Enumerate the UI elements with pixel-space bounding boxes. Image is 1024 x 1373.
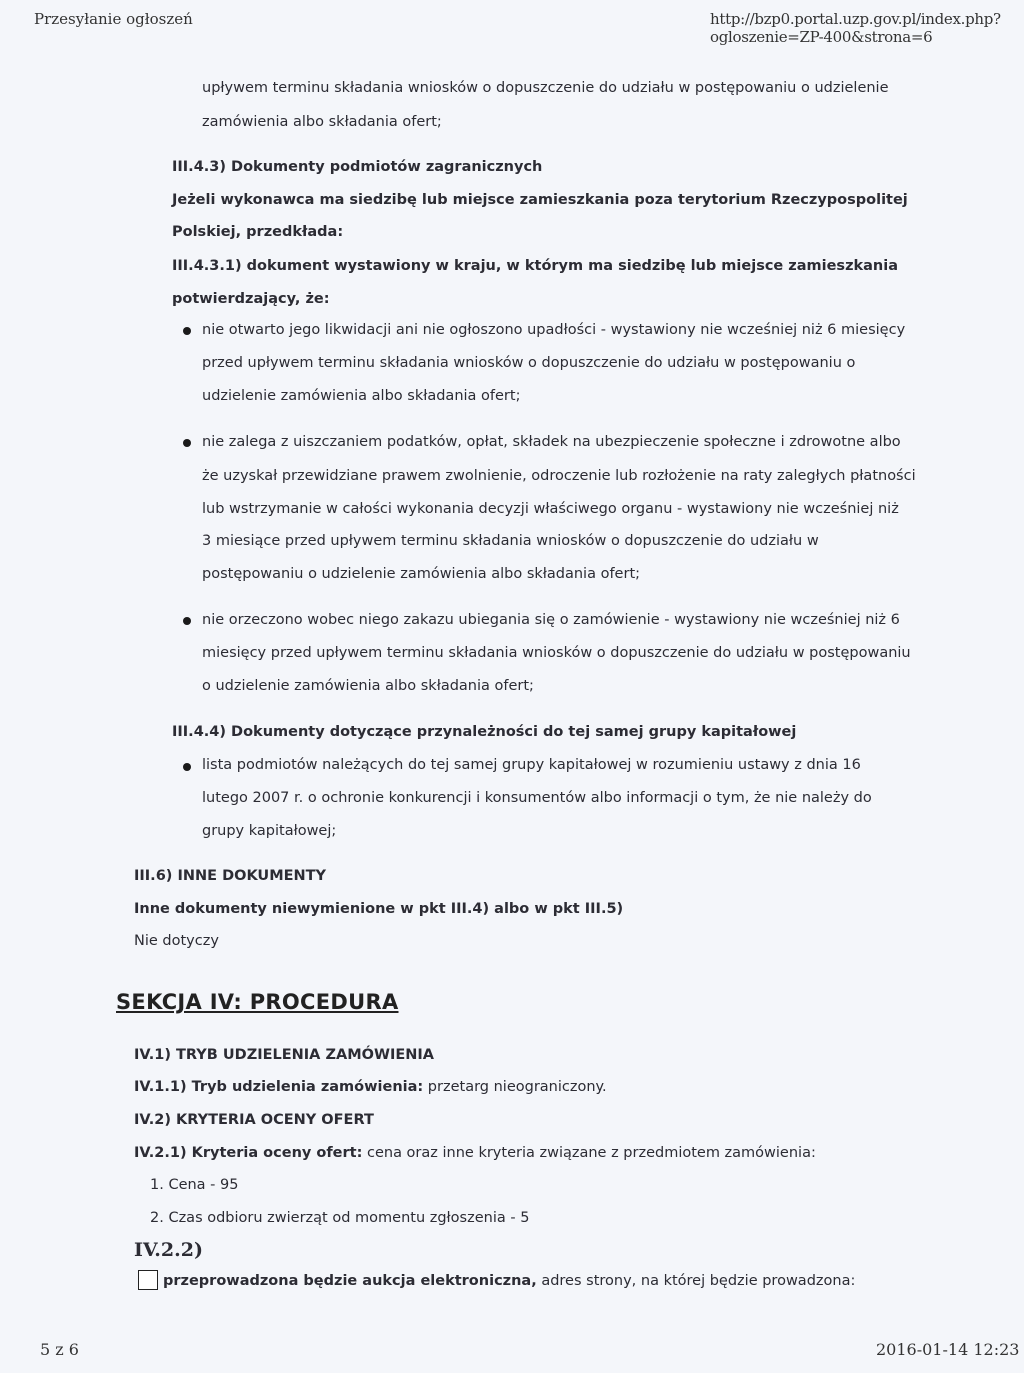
auction-value: adres strony, na której będzie prowadzona: bbox=[536, 1273, 856, 1289]
intro-line-2: zamówienia albo składania ofert; bbox=[202, 114, 442, 130]
bullet-2-line-4: 3 miesiące przed upływem terminu składania wniosków o dopuszczenie do udziału w bbox=[202, 533, 819, 549]
bullet-1-line-1: nie otwarto jego likwidacji ani nie ogłoszono upadłości - wystawiony nie wcześniej niż 6 miesięcy bbox=[202, 322, 906, 338]
bullet-2-line-3: lub wstrzymanie w całości wykonania decyzji właściwego organu - wystawiony nie wcześniej niż bbox=[202, 501, 899, 517]
bullet-3-line-3: o udzielenie zamówienia albo składania ofert; bbox=[202, 678, 534, 694]
foreign-line-1: Jeżeli wykonawca ma siedzibę lub miejsce zamieszkania poza terytorium Rzeczypospolitej bbox=[172, 192, 908, 208]
iv-1-1-row bbox=[134, 1077, 607, 1097]
page-header-url: http://bzp0.portal.uzp.gov.pl/index.php?ogloszenie=ZP-400&strona=6 bbox=[710, 10, 1001, 46]
bullet-4-line-3: grupy kapitałowej; bbox=[202, 823, 337, 839]
heading-iv-2: IV.2) KRYTERIA OCENY OFERT bbox=[134, 1112, 374, 1128]
print-datetime: 2016-01-14 12:23 bbox=[876, 1340, 1020, 1359]
bullet-icon bbox=[183, 439, 191, 447]
heading-iii-4-3-1-line-2: potwierdzający, że: bbox=[172, 291, 330, 307]
heading-iii-4-3-1-line-1: III.4.3.1) dokument wystawiony w kraju, w którym ma siedzibę lub miejsce zamieszkania bbox=[172, 258, 899, 274]
heading-iii-6: III.6) INNE DOKUMENTY bbox=[134, 868, 327, 884]
page-number: 5 z 6 bbox=[40, 1340, 79, 1359]
auction-label: przeprowadzona będzie aukcja elektroniczna, bbox=[163, 1273, 537, 1289]
foreign-line-2: Polskiej, przedkłada: bbox=[172, 224, 344, 240]
bullet-2-line-2: że uzyskał przewidziane prawem zwolnienie, odroczenie lub rozłożenie na raty zaległych płatności bbox=[202, 468, 916, 484]
heading-iv-1: IV.1) TRYB UDZIELENIA ZAMÓWIENIA bbox=[134, 1047, 434, 1063]
bullet-4-line-2: lutego 2007 r. o ochronie konkurencji i konsumentów albo informacji o tym, że nie należy do bbox=[202, 790, 872, 806]
bullet-2-line-1: nie zalega z uiszczaniem podatków, opłat, składek na ubezpieczenie społeczne i zdrowotne albo bbox=[202, 434, 901, 450]
bullet-icon bbox=[183, 763, 191, 771]
intro-line-1: upływem terminu składania wniosków o dopuszczenie do udziału w postępowaniu o udzielenie bbox=[202, 80, 889, 96]
heading-iii-6-subtitle: Inne dokumenty niewymienione w pkt III.4) albo w pkt III.5) bbox=[134, 901, 624, 917]
criterion-1: 1. Cena - 95 bbox=[150, 1177, 239, 1193]
heading-iv-2-2: IV.2.2) bbox=[134, 1239, 203, 1261]
heading-iii-4-3: III.4.3) Dokumenty podmiotów zagranicznych bbox=[172, 159, 543, 175]
iv-2-1-value: cena oraz inne kryteria związane z przedmiotem zamówienia: bbox=[362, 1145, 816, 1161]
iii-6-value: Nie dotyczy bbox=[134, 933, 219, 949]
bullet-1-line-3: udzielenie zamówienia albo składania ofert; bbox=[202, 388, 521, 404]
iv-1-1-label: IV.1.1) Tryb udzielenia zamówienia: bbox=[134, 1079, 424, 1095]
auction-row bbox=[163, 1271, 855, 1291]
bullet-2-line-5: postępowaniu o udzielenie zamówienia albo składania ofert; bbox=[202, 566, 641, 582]
iv-1-1-value: przetarg nieograniczony. bbox=[423, 1079, 607, 1095]
page-header-title: Przesyłanie ogłoszeń bbox=[34, 10, 193, 28]
heading-iii-4-4: III.4.4) Dokumenty dotyczące przynależności do tej samej grupy kapitałowej bbox=[172, 724, 797, 740]
iv-2-1-row bbox=[134, 1143, 816, 1163]
bullet-3-line-1: nie orzeczono wobec niego zakazu ubiegania się o zamówienie - wystawiony nie wcześniej niż 6 bbox=[202, 612, 900, 628]
criterion-2: 2. Czas odbioru zwierząt od momentu zgłoszenia - 5 bbox=[150, 1210, 530, 1226]
bullet-1-line-2: przed upływem terminu składania wniosków o dopuszczenie do udziału w postępowaniu o bbox=[202, 355, 856, 371]
iv-2-1-label: IV.2.1) Kryteria oceny ofert: bbox=[134, 1145, 363, 1161]
auction-checkbox[interactable] bbox=[138, 1270, 158, 1290]
bullet-icon bbox=[183, 617, 191, 625]
bullet-icon bbox=[183, 327, 191, 335]
bullet-3-line-2: miesięcy przed upływem terminu składania wniosków o dopuszczenie do udziału w postępowaniu bbox=[202, 645, 911, 661]
bullet-4-line-1: lista podmiotów należących do tej samej grupy kapitałowej w rozumieniu ustawy z dnia 16 bbox=[202, 757, 861, 773]
section-iv-heading: SEKCJA IV: PROCEDURA bbox=[116, 990, 399, 1014]
